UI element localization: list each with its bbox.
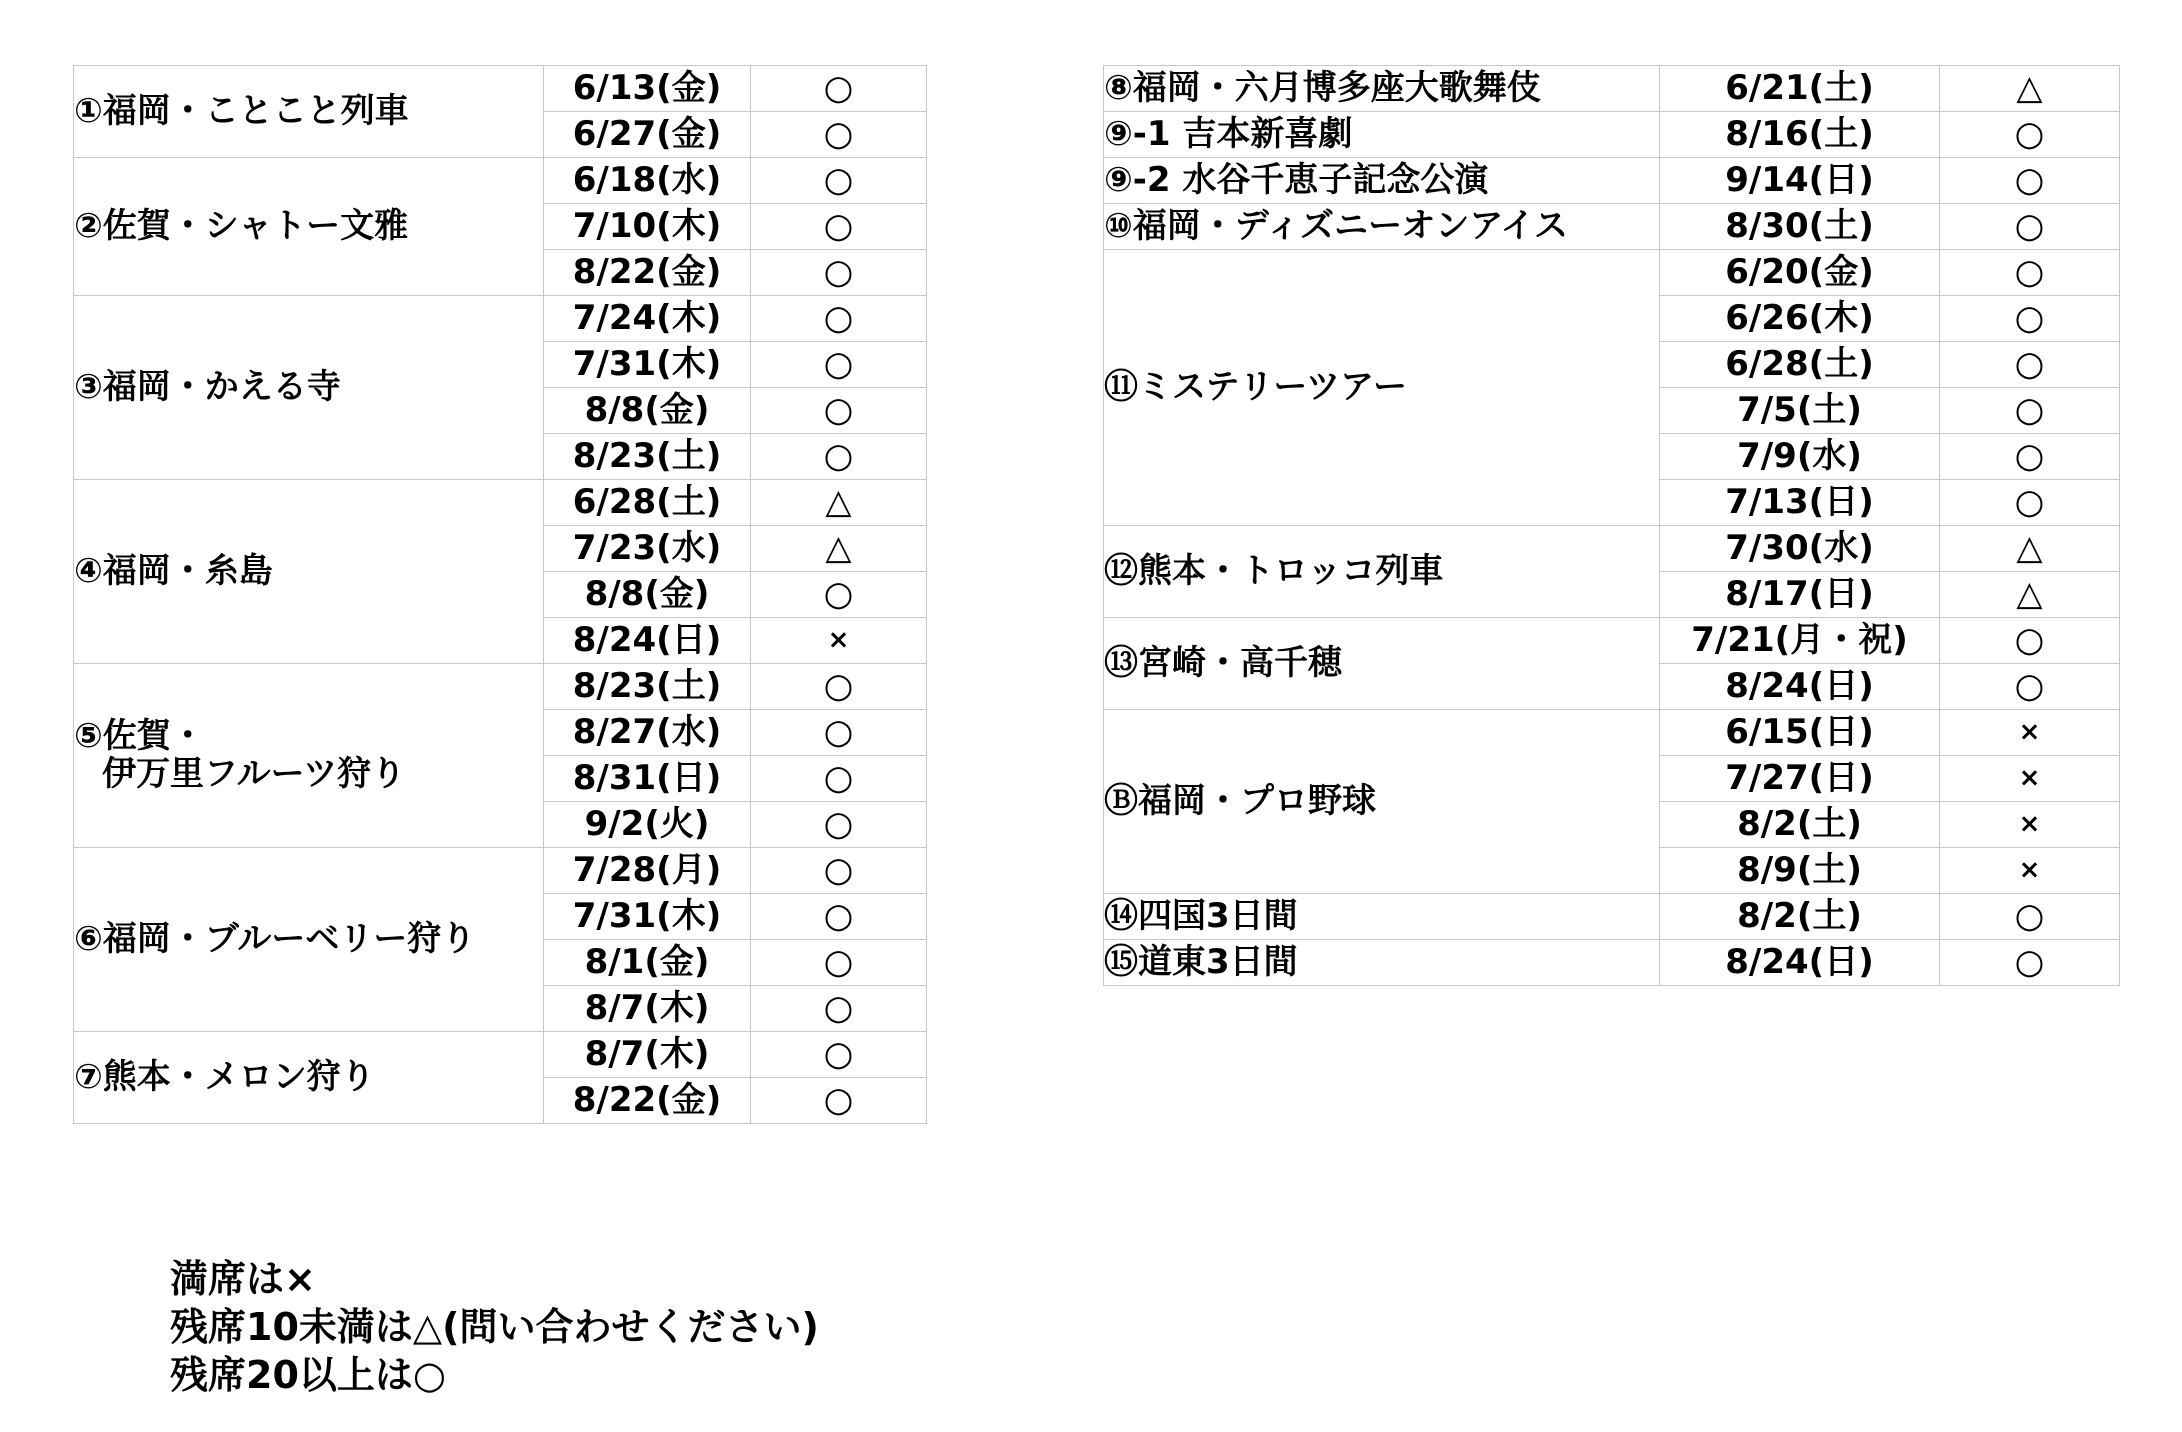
- tour-name-line: ①福岡・ことこと列車: [74, 90, 409, 131]
- availability-status: △: [751, 526, 927, 572]
- availability-status: ×: [1940, 756, 2120, 802]
- tour-date: 6/15(日): [1660, 710, 1940, 756]
- tour-date: 7/5(土): [1660, 388, 1940, 434]
- availability-status: △: [1940, 526, 2120, 572]
- tour-date: 8/9(土): [1660, 848, 1940, 894]
- availability-status: ○: [751, 894, 927, 940]
- tour-name: [1104, 158, 1660, 204]
- tour-date: 7/13(日): [1660, 480, 1940, 526]
- tour-row: [74, 664, 927, 710]
- tour-name: [1104, 250, 1660, 526]
- tour-date: 8/30(土): [1660, 204, 1940, 250]
- tour-name-line: Ⓑ福岡・プロ野球: [1104, 780, 1376, 821]
- tour-name-line: ⑬宮崎・高千穂: [1104, 642, 1342, 683]
- tour-name-line: ⑨-2 水谷千恵子記念公演: [1104, 159, 1489, 200]
- tour-name-line: ⑭四国3日間: [1104, 895, 1298, 936]
- right-schedule-table: [1103, 65, 2120, 986]
- tour-date: 6/18(水): [544, 158, 751, 204]
- tour-name: [74, 158, 544, 296]
- availability-status: ○: [1940, 434, 2120, 480]
- tour-date: 7/24(木): [544, 296, 751, 342]
- tour-date: 6/28(土): [544, 480, 751, 526]
- availability-status: ○: [751, 1078, 927, 1124]
- tour-name: [1104, 526, 1660, 618]
- tour-name: [74, 664, 544, 848]
- availability-status: ○: [1940, 940, 2120, 986]
- tour-date: 8/17(日): [1660, 572, 1940, 618]
- tour-date: 6/20(金): [1660, 250, 1940, 296]
- tour-date: 8/24(日): [1660, 940, 1940, 986]
- tour-date: 8/22(金): [544, 250, 751, 296]
- tour-date: 9/2(火): [544, 802, 751, 848]
- tour-name-line: ⑤佐賀・: [74, 716, 205, 757]
- tour-date: 8/31(日): [544, 756, 751, 802]
- tour-name: [74, 480, 544, 664]
- availability-status: ○: [1940, 158, 2120, 204]
- tour-date: 8/2(土): [1660, 802, 1940, 848]
- tour-row: [1104, 250, 2120, 296]
- tour-name: [1104, 894, 1660, 940]
- tour-date: 8/8(金): [544, 572, 751, 618]
- tour-name: [74, 1032, 544, 1124]
- tour-name-line: ⑫熊本・トロッコ列車: [1104, 550, 1444, 591]
- availability-status: ○: [751, 342, 927, 388]
- tour-row: [74, 158, 927, 204]
- availability-status: ×: [1940, 710, 2120, 756]
- tour-row: [1104, 158, 2120, 204]
- tour-name-line: ⑮道東3日間: [1104, 941, 1298, 982]
- tour-date: 7/28(月): [544, 848, 751, 894]
- tour-name: [1104, 204, 1660, 250]
- availability-status: ×: [751, 618, 927, 664]
- availability-status: ○: [751, 802, 927, 848]
- tour-name: [1104, 710, 1660, 894]
- tour-name-line: ⑪ミステリーツアー: [1104, 366, 1407, 407]
- availability-status: ○: [751, 434, 927, 480]
- tour-name: [74, 848, 544, 1032]
- tour-row: [74, 66, 927, 112]
- tour-name-line: ⑨-1 吉本新喜劇: [1104, 113, 1353, 154]
- tour-date: 7/23(水): [544, 526, 751, 572]
- availability-status: ○: [751, 756, 927, 802]
- tour-date: 8/22(金): [544, 1078, 751, 1124]
- availability-status: ○: [1940, 112, 2120, 158]
- tour-date: 8/7(木): [544, 986, 751, 1032]
- tour-date: 7/9(水): [1660, 434, 1940, 480]
- availability-status: ○: [751, 388, 927, 434]
- availability-status: △: [1940, 66, 2120, 112]
- tour-date: 8/27(水): [544, 710, 751, 756]
- tour-date: 6/21(土): [1660, 66, 1940, 112]
- tour-name-line: ⑧福岡・六月博多座大歌舞伎: [1104, 67, 1541, 108]
- legend-full: 満席は×: [170, 1257, 316, 1301]
- tour-date: 7/21(月・祝): [1660, 618, 1940, 664]
- tour-row: [74, 1032, 927, 1078]
- availability-status: ○: [751, 572, 927, 618]
- availability-status: ○: [751, 66, 927, 112]
- tour-date: 8/16(土): [1660, 112, 1940, 158]
- tour-date: 7/27(日): [1660, 756, 1940, 802]
- tour-date: 7/31(木): [544, 342, 751, 388]
- legend-many-seats: 残席20以上は○: [170, 1353, 447, 1397]
- availability-status: ○: [1940, 388, 2120, 434]
- tour-row: [1104, 204, 2120, 250]
- tour-date: 8/23(土): [544, 664, 751, 710]
- availability-status: ○: [1940, 250, 2120, 296]
- availability-status: ×: [1940, 848, 2120, 894]
- left-schedule-table: [73, 65, 927, 1124]
- tour-name-line: 伊万里フルーツ狩り: [102, 753, 406, 794]
- availability-status: ○: [751, 250, 927, 296]
- availability-status: △: [1940, 572, 2120, 618]
- availability-status: ○: [1940, 342, 2120, 388]
- tour-name-line: ⑦熊本・メロン狩り: [74, 1056, 375, 1097]
- tour-date: 6/26(木): [1660, 296, 1940, 342]
- availability-status: ○: [751, 710, 927, 756]
- tour-date: 7/31(木): [544, 894, 751, 940]
- availability-status: ○: [751, 1032, 927, 1078]
- tour-row: [1104, 526, 2120, 572]
- tour-row: [74, 296, 927, 342]
- availability-status: ○: [1940, 664, 2120, 710]
- availability-status: ○: [1940, 204, 2120, 250]
- tour-date: 8/2(土): [1660, 894, 1940, 940]
- legend-few-seats: 残席10未満は△(問い合わせください): [170, 1305, 819, 1349]
- availability-status: ○: [1940, 480, 2120, 526]
- tour-date: 7/10(木): [544, 204, 751, 250]
- availability-status: ○: [751, 112, 927, 158]
- availability-status: ○: [751, 204, 927, 250]
- availability-status: △: [751, 480, 927, 526]
- tour-row: [1104, 618, 2120, 664]
- tour-row: [1104, 112, 2120, 158]
- tour-name-line: ②佐賀・シャトー文雅: [74, 205, 409, 246]
- availability-legend: [170, 1255, 819, 1399]
- availability-status: ○: [751, 664, 927, 710]
- tour-row: [1104, 894, 2120, 940]
- tour-name: [74, 296, 544, 480]
- tour-name: [1104, 618, 1660, 710]
- tour-date: 6/13(金): [544, 66, 751, 112]
- availability-status: ○: [751, 848, 927, 894]
- availability-status: ×: [1940, 802, 2120, 848]
- tour-row: [1104, 940, 2120, 986]
- tour-name: [1104, 112, 1660, 158]
- availability-status: ○: [1940, 296, 2120, 342]
- tour-name: [1104, 66, 1660, 112]
- availability-status: ○: [751, 296, 927, 342]
- left-schedule-body: [74, 66, 927, 1124]
- availability-status: ○: [751, 158, 927, 204]
- tour-date: 8/24(日): [544, 618, 751, 664]
- tour-name-line: ⑥福岡・ブルーベリー狩り: [74, 918, 476, 959]
- tour-name: [1104, 940, 1660, 986]
- tour-date: 8/7(木): [544, 1032, 751, 1078]
- availability-status: ○: [751, 986, 927, 1032]
- right-schedule-body: [1104, 66, 2120, 986]
- tour-name-line: ⑩福岡・ディズニーオンアイス: [1104, 205, 1568, 246]
- tour-date: 8/23(土): [544, 434, 751, 480]
- tour-date: 7/30(水): [1660, 526, 1940, 572]
- tour-date: 8/24(日): [1660, 664, 1940, 710]
- tour-row: [74, 848, 927, 894]
- availability-status: ○: [751, 940, 927, 986]
- tour-name-line: ③福岡・かえる寺: [74, 366, 341, 407]
- tour-date: 8/8(金): [544, 388, 751, 434]
- tour-date: 6/28(土): [1660, 342, 1940, 388]
- tour-name: [74, 66, 544, 158]
- tour-date: 8/1(金): [544, 940, 751, 986]
- tour-row: [1104, 66, 2120, 112]
- tour-date: 6/27(金): [544, 112, 751, 158]
- availability-status: ○: [1940, 894, 2120, 940]
- tour-date: 9/14(日): [1660, 158, 1940, 204]
- tour-row: [74, 480, 927, 526]
- tour-row: [1104, 710, 2120, 756]
- availability-status: ○: [1940, 618, 2120, 664]
- tour-name-line: ④福岡・糸島: [74, 550, 273, 591]
